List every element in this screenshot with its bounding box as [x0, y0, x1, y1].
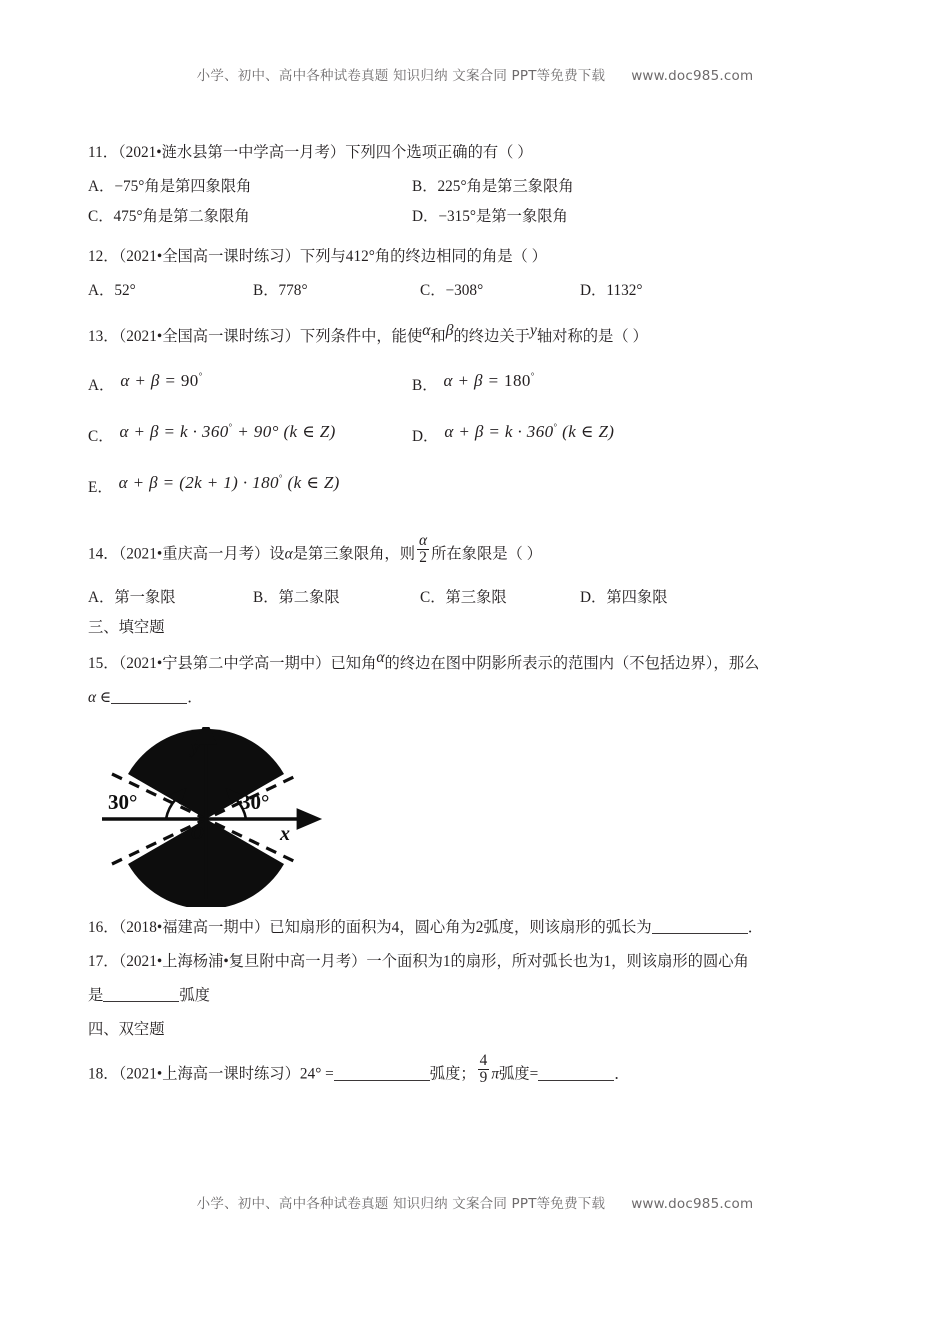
- origin-label-O: O: [191, 823, 204, 844]
- question-11-option-b[interactable]: [412, 172, 772, 202]
- question-14-option-a[interactable]: [88, 583, 253, 613]
- option-formula: α + β = k · 360° + 90° (k ∈ Z): [119, 422, 336, 441]
- question-11-options-row-2: [88, 202, 874, 232]
- fraction-four-ninths: $\frac{4}{9}$: [479, 1052, 488, 1086]
- question-13-stem: [88, 322, 874, 352]
- option-text: −315°是第一象限角: [438, 208, 568, 225]
- option-label: D．: [412, 208, 439, 225]
- symbol-alpha: α: [376, 649, 385, 667]
- question-15-text-b: 的终边在图中阴影所表示的范围内（不包括边界），那么: [384, 655, 760, 673]
- question-16-stem: [88, 913, 874, 943]
- option-label: C．: [420, 282, 446, 299]
- question-12-angle-value: 412°: [345, 248, 375, 265]
- question-14-option-c[interactable]: [420, 583, 580, 613]
- option-label: A．: [88, 282, 115, 299]
- symbol-alpha: α: [422, 322, 431, 339]
- question-17-text-b: 是: [88, 987, 104, 1005]
- question-17-source: （2021•上海杨浦•复旦附中高一月考）: [118, 953, 367, 971]
- question-13-options-row-1: [88, 366, 874, 401]
- header-site-url: www.doc985.com: [631, 68, 754, 84]
- question-15-stem: [88, 649, 874, 679]
- answer-blank-1[interactable]: [334, 1080, 430, 1081]
- option-label: E．: [88, 479, 113, 496]
- footer-site-url: www.doc985.com: [631, 1196, 754, 1212]
- question-18-stem: [88, 1052, 874, 1089]
- question-15-answer-line: [88, 683, 874, 713]
- question-12-text-b: 角的终边相同的角是（ ）: [374, 248, 547, 265]
- page-header-watermark: [0, 64, 950, 84]
- option-text: 475°角是第二象限角: [113, 208, 250, 225]
- question-12-number: 12．: [88, 248, 119, 265]
- question-14-options-row: [88, 583, 874, 613]
- question-17-stem: [88, 947, 874, 977]
- question-15-source: （2021•宁县第二中学高一期中）: [118, 655, 331, 673]
- question-17-text-c: 弧度: [179, 987, 210, 1005]
- question-13-options-row-2: [88, 417, 874, 452]
- option-label: B．: [412, 178, 438, 195]
- question-14-text-b: 是第三象限角，则: [292, 545, 416, 563]
- question-17-text-a: 一个面积为1的扇形，所对弧长也为1，则该扇形的圆心角: [366, 953, 749, 971]
- question-14-option-d[interactable]: [580, 583, 740, 613]
- option-text: 第二象限: [278, 589, 340, 607]
- symbol-beta: β: [445, 322, 454, 339]
- question-14-option-b[interactable]: [253, 583, 420, 613]
- answer-blank[interactable]: [111, 703, 187, 704]
- question-12-text-a: 下列与: [299, 248, 346, 265]
- question-18-expr-lead: 24° =: [299, 1065, 334, 1083]
- option-formula: α + β = 90°: [120, 371, 203, 390]
- question-11-option-a[interactable]: [88, 172, 412, 202]
- symbol-y-axis: y: [529, 322, 537, 339]
- option-formula: α + β = 180°: [443, 371, 535, 390]
- question-12-options-row: [88, 276, 874, 306]
- question-15-number: 15．: [88, 655, 119, 673]
- symbol-pi: π: [491, 1065, 499, 1083]
- option-label: B．: [253, 589, 279, 607]
- question-12-stem: [88, 242, 874, 272]
- option-label: D．: [580, 282, 607, 299]
- question-17-answer-line: [88, 981, 874, 1011]
- option-label: A．: [88, 178, 115, 195]
- option-label: D．: [580, 589, 607, 607]
- option-label: A．: [88, 377, 115, 394]
- axis-label-x: x: [280, 823, 290, 846]
- option-label: B．: [412, 377, 438, 394]
- option-text: −75°角是第四象限角: [114, 178, 252, 195]
- angle-label-left-30: 30°: [108, 790, 138, 815]
- option-text: 第一象限: [114, 589, 176, 607]
- question-11-option-d[interactable]: [412, 202, 772, 232]
- question-13-number: 13．: [88, 328, 119, 345]
- question-15-text-a: 已知角: [330, 655, 377, 673]
- question-12-option-d[interactable]: [580, 276, 740, 306]
- question-13-option-b[interactable]: [412, 366, 772, 401]
- question-18-number: 18．: [88, 1065, 119, 1083]
- question-13-text-b: 和: [430, 328, 446, 345]
- option-formula: α + β = (2k + 1) · 180° (k ∈ Z): [118, 473, 340, 492]
- question-15-answer-tail: ．: [187, 689, 203, 707]
- question-18-mid: 弧度；: [429, 1065, 476, 1083]
- option-text: 第四象限: [606, 589, 668, 607]
- header-promo-text: 小学、初中、高中各种试卷真题 知识归纳 文案合同 PPT等免费下载: [196, 68, 606, 84]
- option-label: A．: [88, 589, 115, 607]
- option-label: B．: [253, 282, 279, 299]
- option-text: 1132°: [606, 282, 643, 299]
- option-label: D．: [412, 428, 439, 445]
- question-14-number: 14．: [88, 545, 119, 563]
- option-label: C．: [88, 428, 114, 445]
- question-content-column: [88, 138, 874, 1094]
- answer-blank[interactable]: [652, 933, 748, 934]
- option-text: 第三象限: [445, 589, 507, 607]
- option-formula: α + β = k · 360° (k ∈ Z): [444, 422, 615, 441]
- section-heading-double-blank: 四、双空题: [88, 1021, 165, 1039]
- axis-label-y: y: [191, 736, 200, 759]
- option-text: 52°: [114, 282, 136, 299]
- answer-blank-2[interactable]: [538, 1080, 614, 1081]
- question-11-stem: [88, 138, 874, 168]
- question-11-text: 下列四个选项正确的有（ ）: [345, 144, 533, 161]
- question-15-answer-lead: α ∈: [88, 689, 112, 707]
- fraction-alpha-over-two: $\frac{\alpha}{2}$: [419, 532, 428, 566]
- option-label: C．: [88, 208, 114, 225]
- page-footer-watermark: [0, 1192, 950, 1212]
- question-18-end: ．: [614, 1065, 630, 1083]
- footer-promo-text: 小学、初中、高中各种试卷真题 知识归纳 文案合同 PPT等免费下载: [196, 1196, 606, 1212]
- question-14-text-a: 设: [269, 545, 285, 563]
- question-13-text-d: 轴对称的是（ ）: [536, 328, 648, 345]
- option-text: 225°角是第三象限角: [437, 178, 574, 195]
- question-13-option-e[interactable]: [88, 468, 340, 503]
- question-11-source: （2021•涟水县第一中学高一月考）: [118, 144, 346, 161]
- question-16-text-a: 已知扇形的面积为4，圆心角为2弧度，则该扇形的弧长为: [269, 919, 652, 937]
- question-13-source: （2021•全国高一课时练习）: [118, 328, 300, 345]
- question-13-text-a: 下列条件中，能使: [299, 328, 423, 345]
- question-13-option-d[interactable]: [412, 417, 772, 452]
- question-14-text-c: 所在象限是（ ）: [431, 545, 542, 563]
- question-14-source: （2021•重庆高一月考）: [118, 545, 270, 563]
- section-heading-fill-in-blank: 三、填空题: [88, 619, 165, 637]
- option-text: −308°: [445, 282, 484, 299]
- question-12-source: （2021•全国高一课时练习）: [118, 248, 300, 265]
- question-13-option-a[interactable]: [88, 366, 412, 401]
- question-11-number: 11．: [88, 144, 119, 161]
- answer-blank[interactable]: [103, 1001, 179, 1002]
- question-12-option-b[interactable]: [253, 276, 420, 306]
- angle-label-right-30: 30°: [240, 790, 270, 815]
- question-16-number: 16．: [88, 919, 119, 937]
- question-12-option-c[interactable]: [420, 276, 580, 306]
- question-11-options-row-1: [88, 172, 874, 202]
- question-14-stem: [88, 532, 874, 569]
- shaded-angle-region-diagram: [88, 727, 328, 907]
- question-15-figure: [88, 727, 874, 903]
- symbol-alpha: α: [284, 545, 293, 563]
- question-13-text-c: 的终边关于: [453, 328, 530, 345]
- question-16-source: （2018•福建高一期中）: [118, 919, 270, 937]
- question-11-option-c[interactable]: [88, 202, 412, 232]
- question-18-tail: 弧度=: [499, 1065, 539, 1083]
- question-16-text-b: ．: [747, 919, 764, 937]
- question-13-options-row-3: [88, 468, 874, 503]
- option-label: C．: [420, 589, 446, 607]
- question-12-option-a[interactable]: [88, 276, 253, 306]
- option-text: 778°: [278, 282, 308, 299]
- question-18-source: （2021•上海高一课时练习）: [118, 1065, 300, 1083]
- question-13-option-c[interactable]: [88, 417, 412, 452]
- question-17-number: 17．: [88, 953, 119, 971]
